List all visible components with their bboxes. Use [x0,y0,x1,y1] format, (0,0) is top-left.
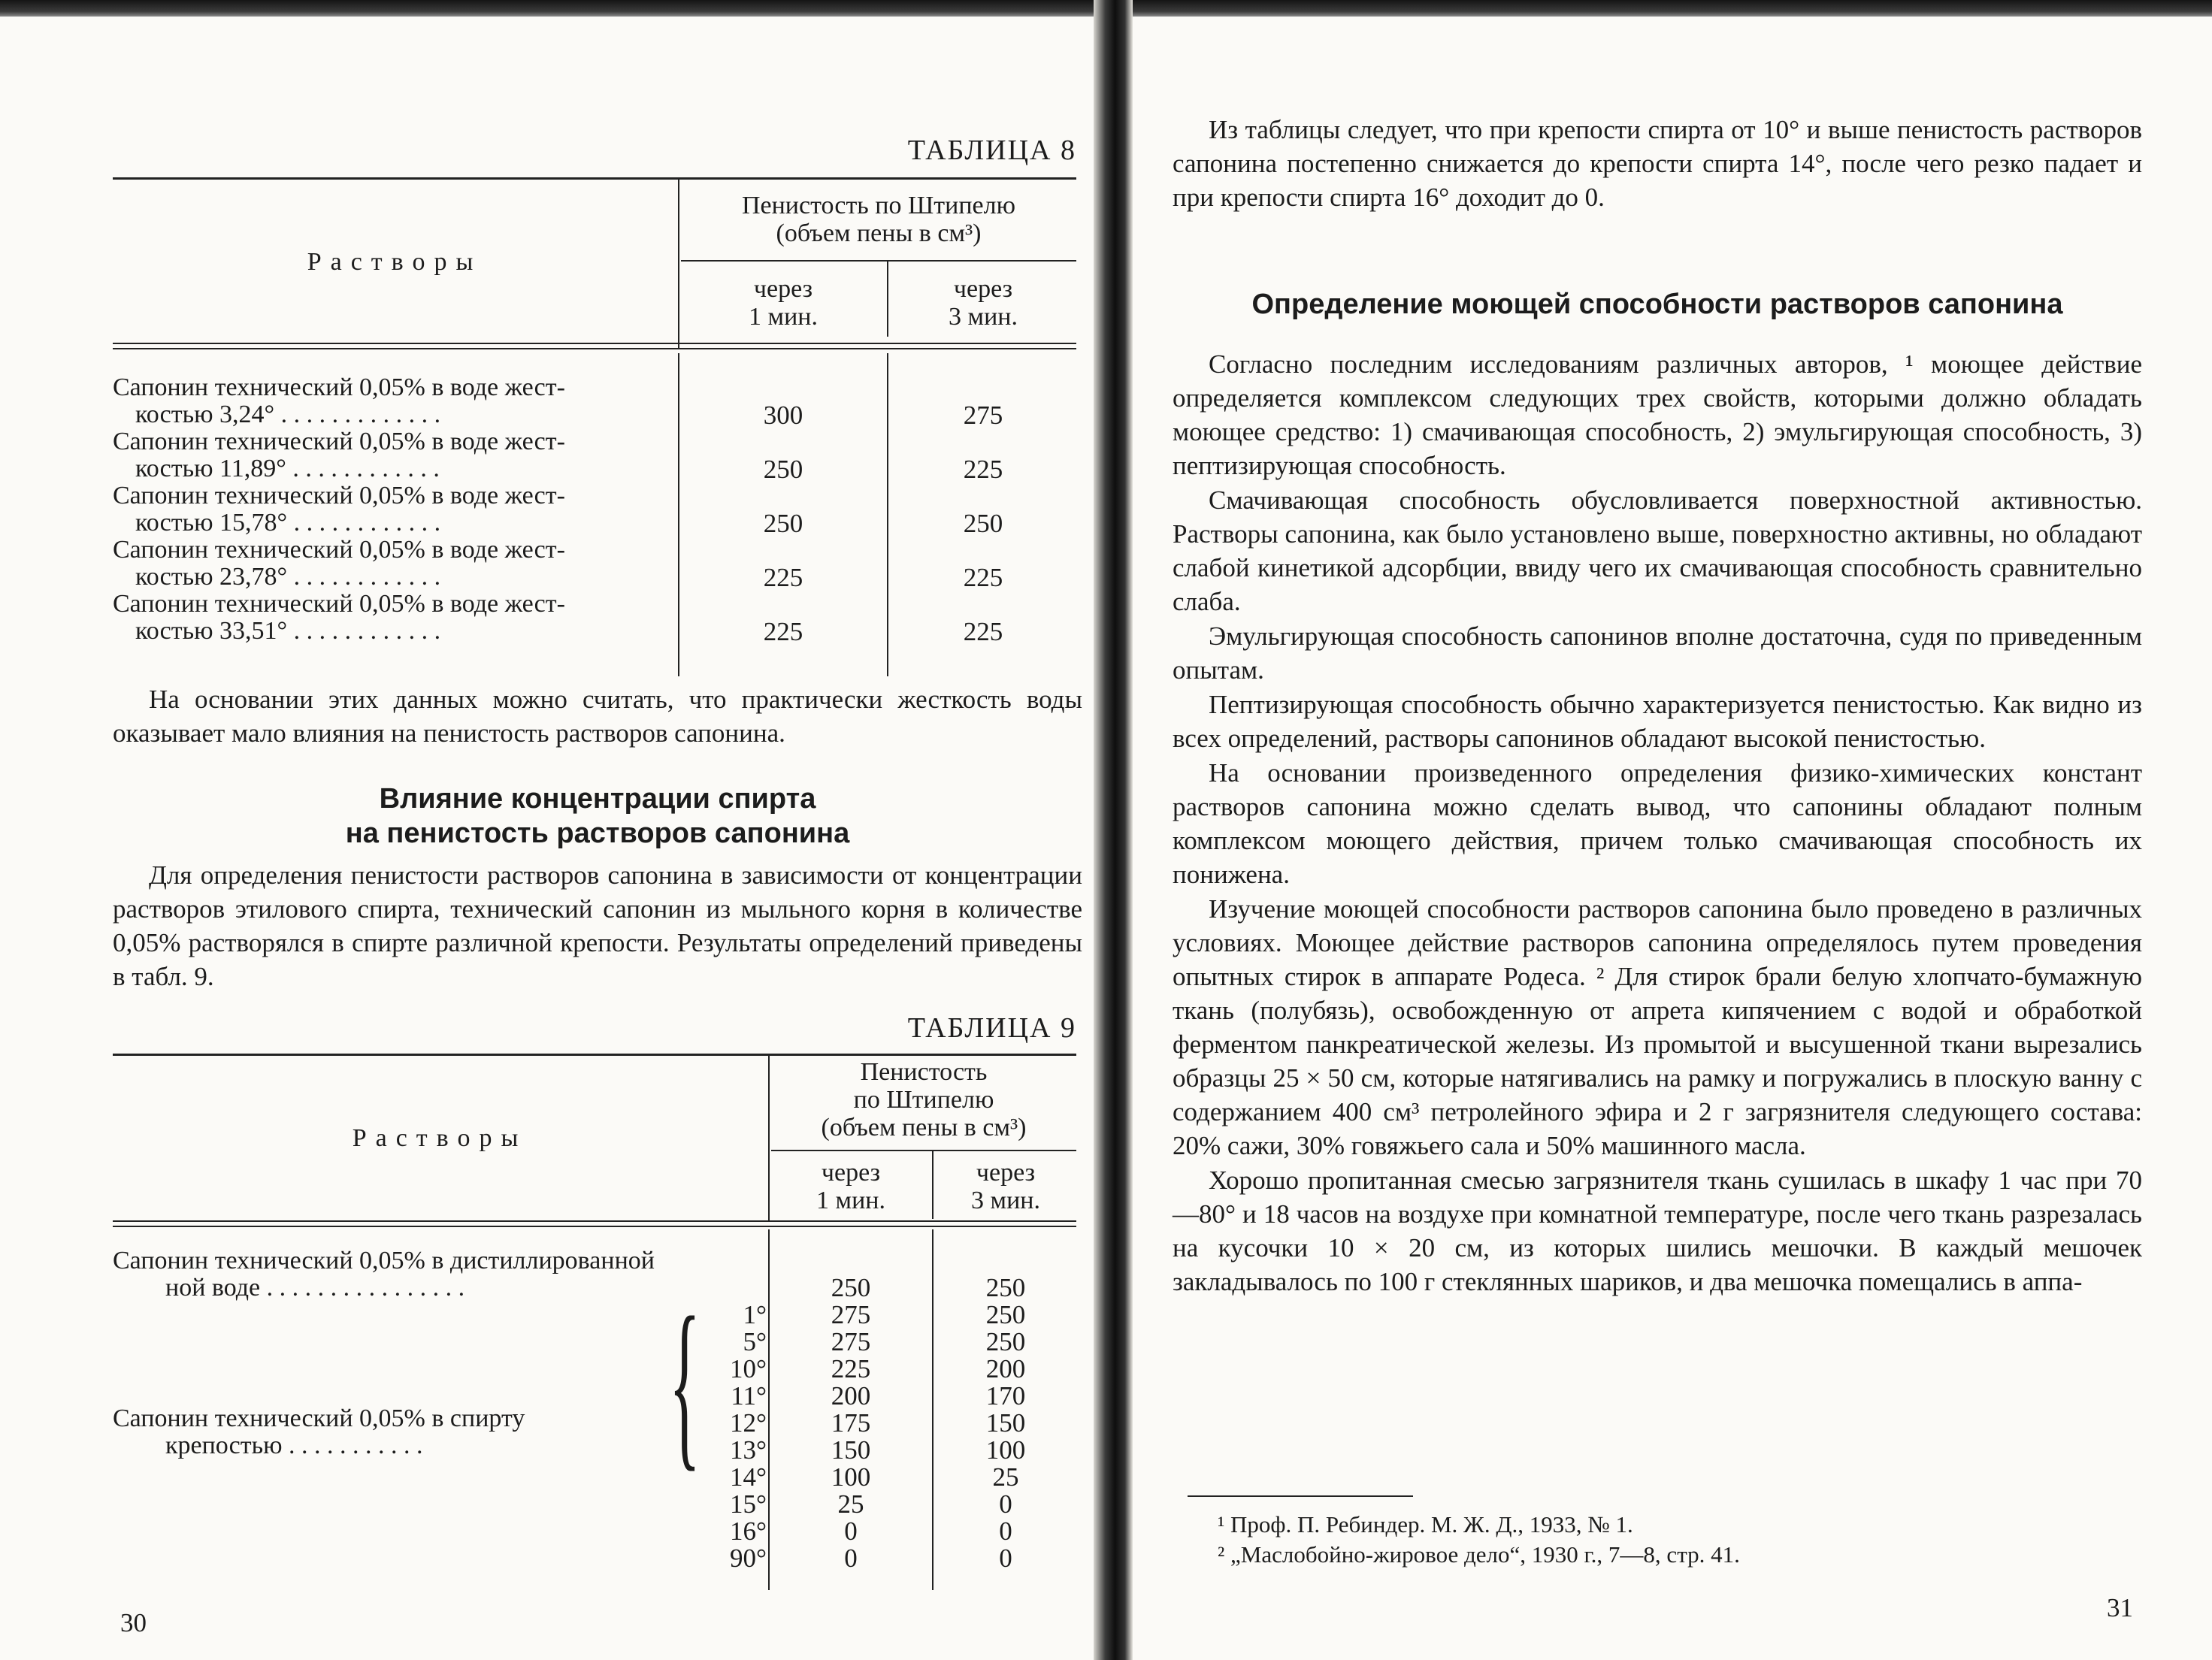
table8-row: Сапонин технический 0,05% в воде жест- костью 11,89° . . . . . . . . . . . . [113,428,565,482]
book-spine [1094,0,1133,1660]
table8-header-rule [113,343,1076,349]
table9-cell: 225 [831,1354,871,1383]
intro-paragraph: Из таблицы следует, что при крепости спирта от 10° и выше пенистость растворов сапонина постепенно снижается до крепости спирта 14°, после чего резко падает и при крепости спирта 16° доходит до 0. [1173,115,2142,212]
table9-cell: 0 [999,1544,1012,1573]
table9-col-divider [768,1055,770,1220]
table9-subcol-divider [932,1151,934,1219]
table9-cell: 250 [985,1273,1026,1302]
table9-cell: 100 [985,1435,1026,1465]
table8-row: Сапонин технический 0,05% в воде жест- костью 15,78° . . . . . . . . . . . . [113,482,565,537]
table9-cell: 0 [844,1516,858,1546]
table9-strength: 12° [730,1408,767,1438]
table8-body-divider-2 [887,353,888,676]
table9-subheader-rule [771,1150,1076,1151]
section-heading-detergency: Определение моющей способности растворов сапонина [1251,289,2063,320]
table9-3min-column [935,1302,1076,1572]
table9-cell: 0 [999,1489,1012,1519]
table9-cell: 0 [999,1516,1012,1546]
table8-conclusion: На основании этих данных можно считать, что практически жесткость воды оказывает мало влияния на пенистость растворов сапонина. [113,685,1082,748]
table9-header-1min: через 1 мин. [816,1159,885,1214]
table9-cell: 25 [992,1462,1019,1492]
table9-cell: 250 [831,1273,871,1302]
table9-body-divider-2 [932,1229,934,1590]
table8-subcol-divider [887,262,888,337]
left-page [113,0,1082,1660]
table8-cell: 225 [763,563,803,592]
table9-cell: 250 [985,1327,1026,1356]
footnote-1: ¹ Проф. П. Ребиндер. М. Ж. Д., 1933, № 1. [1218,1511,1633,1538]
table9-strength: 15° [730,1489,767,1519]
table9-header-foam: Пенистость по Штипелю (объем пены в см³) [821,1058,1027,1141]
table9-top-rule [113,1054,1076,1056]
table9-strength: 16° [730,1516,767,1546]
table9-cell: 100 [831,1462,871,1492]
table9-header-rule [113,1220,1076,1227]
section-heading-alcohol: Влияние концентрации спирта на пенистость растворов сапонина [345,783,850,849]
table9-cell: 175 [831,1408,871,1438]
section-text-alcohol: Для определения пенистости растворов сапонина в зависимости от концентрации растворов этилового спирта, технический сапонин из мыльного корня в количестве 0,05% растворялся в спирте различной крепости. Результаты определений приведены в табл. 9. [113,860,1082,991]
table9-strength: 5° [743,1327,767,1356]
table9-cell: 25 [837,1489,864,1519]
table9-strength: 13° [730,1435,767,1465]
paragraph: Эмульгирующая способность сапонинов вполне достаточна, судя по приведенным опытам. [1173,621,2142,685]
table9-cell: 150 [985,1408,1026,1438]
table8-cell: 225 [963,455,1003,484]
table9-cell: 200 [831,1381,871,1411]
table9-cell: 170 [985,1381,1026,1411]
table9-cell: 0 [844,1544,858,1573]
table9-cell: 275 [831,1300,871,1329]
table8-row: Сапонин технический 0,05% в воде жест- костью 23,78° . . . . . . . . . . . . [113,536,565,591]
table8-cell: 250 [763,509,803,538]
table8-cell: 225 [763,617,803,646]
table8-cell: 300 [763,401,803,430]
table8-header-foam: Пенистость по Штипелю (объем пены в см³) [741,192,1016,247]
table9-strength: 10° [730,1354,767,1383]
table8-row: Сапонин технический 0,05% в воде жест- костью 33,51° . . . . . . . . . . . . [113,590,565,645]
table8-top-rule [113,177,1076,180]
table8-col-divider [678,179,679,348]
table9-cell: 200 [985,1354,1026,1383]
table9-row-spirit: Сапонин технический 0,05% в спирту крепостью . . . . . . . . . . . [113,1404,525,1459]
paragraph: На основании произведенного определения физико-химических констант растворов сапонина можно сделать вывод, что сапонины обладают полным комплексом моющего действия, причем только смачивающая способность их понижена. [1173,758,2142,889]
paragraph: Согласно последним исследованиям различных авторов, ¹ моющее действие определяется комплексом следующих трех свойств, которыми должно обладать моющее средство: 1) смачивающая способность, 2) эмульгирующая способность, 3) пептизирующая способность. [1173,349,2142,480]
table8-cell: 225 [963,563,1003,592]
paragraph: Пептизирующая способность обычно характеризуется пенистостью. Как видно из всех определений, растворы сапонинов обладают высокой пенистостью. [1173,690,2142,753]
table8-caption: ТАБЛИЦА 8 [907,135,1076,166]
table9-cell: 250 [985,1300,1026,1329]
footnote-rule [1188,1495,1413,1497]
table9-1min-column [771,1302,930,1572]
table9-header-3min: через 3 мин. [971,1159,1040,1214]
table9-strength: 1° [743,1300,767,1329]
page-number-left: 30 [120,1608,147,1637]
table9-cell: 150 [831,1435,871,1465]
table9-strength-column [691,1302,767,1572]
right-page [1173,0,2142,1660]
table9-strength: 11° [731,1381,767,1411]
table9-header-solutions: Растворы [352,1124,528,1152]
table9-strength: 90° [730,1544,767,1573]
table8-header-1min: через 1 мин. [749,275,818,331]
table9-brace: { [669,1279,701,1487]
table9-body-divider-1 [768,1229,770,1590]
table8-cell: 225 [963,617,1003,646]
detergency-text [1173,347,2142,1299]
table8-header-solutions: Растворы [307,248,483,276]
table8-cell: 275 [963,401,1003,430]
page-number-right: 31 [2107,1593,2133,1622]
table8-body-divider-1 [678,353,679,676]
table8-header-3min: через 3 мин. [949,275,1018,331]
table9-row-distilled: Сапонин технический 0,05% в дистиллированной ной воде . . . . . . . . . . . . . . . . [113,1247,655,1302]
table8-cell: 250 [763,455,803,484]
table9-cell: 275 [831,1327,871,1356]
table9-caption: ТАБЛИЦА 9 [907,1012,1076,1044]
paragraph: Смачивающая способность обусловливается поверхностной активностью. Растворы сапонина, как было установлено выше, поверхностно активны, но обладают слабой кинетикой адсорбции, ввиду чего их смачивающая способность сравнительно слаба. [1173,485,2142,616]
table9-strength: 14° [730,1462,767,1492]
table8-subheader-rule [681,260,1076,262]
table8-cell: 250 [963,509,1003,538]
paragraph: Хорошо пропитанная смесью загрязнителя ткань сушилась в шкафу 1 час при 70—80° и 18 часов на воздухе при комнатной температуре, после чего ткань разрезалась на кусочки 10 × 20 см, из которых шились мешочки. В каждый мешочек закладывалось по 100 г стеклянных шариков, и два мешочка помещались в аппа- [1173,1166,2142,1296]
table8-row: Сапонин технический 0,05% в воде жест- костью 3,24° . . . . . . . . . . . . . [113,373,565,428]
footnote-2: ² „Маслобойно-жировое дело“, 1930 г., 7—8, стр. 41. [1218,1541,1740,1568]
paragraph: Изучение моющей способности растворов сапонина было проведено в различных условиях. Моющее действие растворов сапонина определялось путем проведения опытных стирок в аппарате Родеса. ² Для стирок брали белую хлопчато-бумажную ткань (полубязь), освобожденную от апрета кипячением с водой и обработкой ферментом панкреатической железы. Из промытой и высушенной ткани вырезались образцы 25 × 50 см, которые натягивались на рамку и погружались в плоскую ванну с содержанием 400 см³ петролейного эфира и 2 г загрязнителя следующего состава: 20% сажи, 30% говяжьего сала и 50% машинного масла. [1173,894,2142,1160]
